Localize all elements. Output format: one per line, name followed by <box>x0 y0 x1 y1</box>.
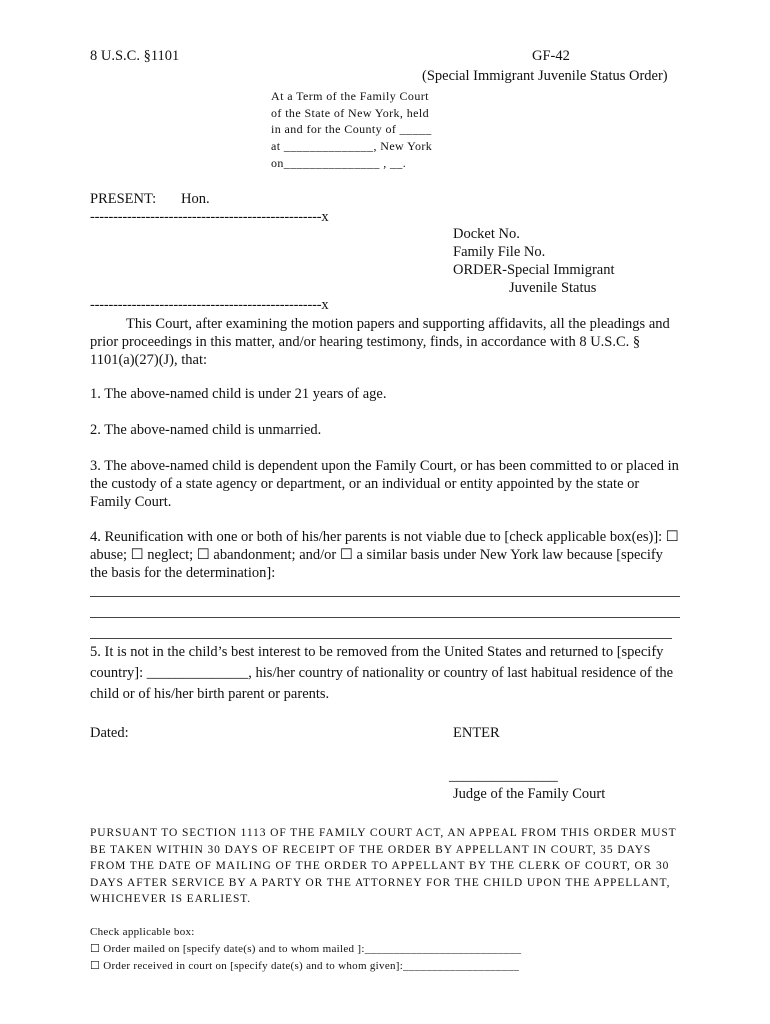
caption-separator-bottom: --------------------------------------------------x <box>90 297 329 313</box>
basis-blank-line-2[interactable] <box>90 617 680 618</box>
order-received-checkbox[interactable]: ☐ Order received in court on [specify date(s) and to whom given]:____________________ <box>90 960 520 972</box>
basis-blank-line-1[interactable] <box>90 596 680 597</box>
intro-paragraph: This Court, after examining the motion papers and supporting affidavits, all the pleadings and prior proceedings in this matter, and/or hearing testimony, finds, in accordance with 8 U.S.C. § 1101(a)(27)(J), that: <box>90 316 670 368</box>
finding-1: 1. The above-named child is under 21 years of age. <box>90 386 387 402</box>
present-judge: Hon. <box>181 191 210 207</box>
appeal-notice: PURSUANT TO SECTION 1113 OF THE FAMILY COURT ACT, AN APPEAL FROM THIS ORDER MUST BE TAKEN WITHIN 30 DAYS OF RECEIPT OF THE ORDER BY APPELLANT IN COURT, 35 DAYS FROM THE DATE OF MAILING OF THE ORDER TO APPELLANT BY THE CLERK OF COURT, OR 30 DAYS AFTER SERVICE BY A PARTY OR THE ATTORNEY FOR THE CHILD UPON THE APPELLANT, WHICHEVER IS EARLIEST. <box>90 827 677 905</box>
docket-number-label: Docket No. <box>453 226 520 242</box>
family-file-number-label: Family File No. <box>453 244 546 260</box>
judge-signature-line[interactable]: _______________ <box>449 768 558 784</box>
statute-citation: 8 U.S.C. §1101 <box>90 48 180 64</box>
court-term-line-2: of the State of New York, held <box>271 106 429 120</box>
finding-5: 5. It is not in the child’s best interest to be removed from the United States and returned to [specify country]: ______________, his/her country of nationality or country of last habitual residence of the child or of his/her birth parent or parents. <box>90 644 674 702</box>
court-term-line-4: at ______________, New York <box>271 139 433 153</box>
enter-label: ENTER <box>453 725 500 741</box>
order-title: ORDER-Special Immigrant <box>453 262 615 278</box>
form-number: GF-42 <box>532 48 570 64</box>
finding-2: 2. The above-named child is unmarried. <box>90 422 322 438</box>
court-term-line-1: At a Term of the Family Court <box>271 89 429 103</box>
finding-4: 4. Reunification with one or both of his/her parents is not viable due to [check applicable box(es)]: ☐ abuse; ☐ neglect; ☐ abandonment; and/or ☐ a similar basis under New York law because [specify the basis for the determination]: <box>90 529 679 581</box>
court-term-line-5: on_______________ , __. <box>271 156 407 170</box>
caption-separator-top: --------------------------------------------------x <box>90 209 329 225</box>
court-term-line-3: in and for the County of _____ <box>271 122 432 136</box>
present-label: PRESENT: <box>90 191 157 207</box>
check-box-heading: Check applicable box: <box>90 926 195 938</box>
dated-label: Dated: <box>90 725 129 741</box>
finding-3: 3. The above-named child is dependent upon the Family Court, or has been committed to or placed in the custody of a state agency or department, or an individual or entity appointed by the state or Family Court. <box>90 458 679 510</box>
form-title: (Special Immigrant Juvenile Status Order) <box>422 68 668 84</box>
order-title-continued: Juvenile Status <box>509 280 597 296</box>
order-mailed-checkbox[interactable]: ☐ Order mailed on [specify date(s) and to whom mailed ]:___________________________ <box>90 943 522 955</box>
judge-title: Judge of the Family Court <box>453 786 606 802</box>
basis-blank-line-3[interactable] <box>90 638 672 639</box>
